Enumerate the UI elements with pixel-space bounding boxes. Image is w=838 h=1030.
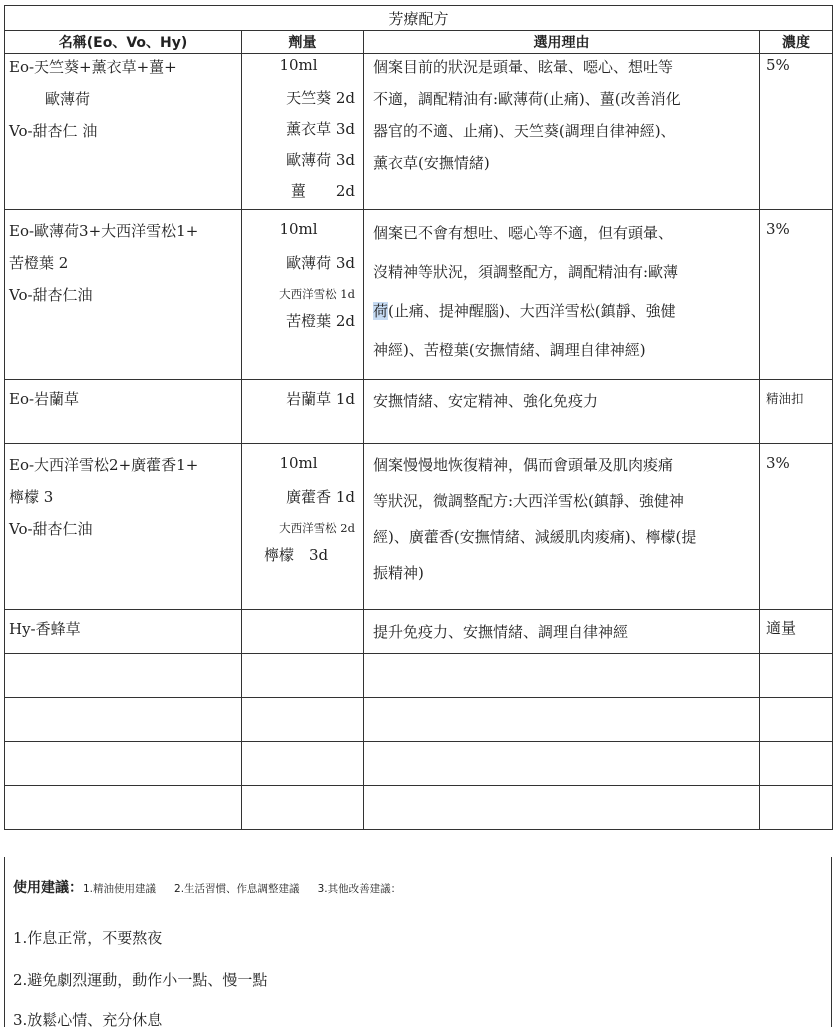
table-row — [5, 610, 833, 654]
dose-line: 大西洋雪松 1d — [279, 287, 355, 301]
reason-line: 等狀況，微調整配方:大西洋雪松(鎮靜、強健神 — [373, 492, 684, 510]
notes-header — [13, 877, 401, 897]
notes-sub-1: 1.精油使用建議 — [83, 883, 157, 895]
highlighted-text[interactable]: 荷 — [373, 302, 389, 320]
reason-line: 提升免疫力、安撫情緒、調理自律神經 — [373, 623, 629, 641]
name-line: 歐薄荷 — [45, 90, 91, 108]
reason-line: 經)、廣藿香(安撫情緒、減緩肌肉痠痛)、檸檬(提 — [373, 528, 697, 546]
dose-line: 歐薄荷 3d — [286, 151, 355, 169]
name-line: Eo-大西洋雪松2+廣藿香1+ — [9, 456, 199, 474]
name-line: Vo-甜杏仁 油 — [9, 122, 98, 140]
reason-line: 個案慢慢地恢復精神，偶而會頭暈及肌肉痠痛 — [373, 456, 674, 474]
dose-line: 10ml — [279, 56, 318, 74]
name-cell — [5, 54, 242, 210]
table-row — [5, 210, 833, 380]
notes-sub-2: 2.生活習慣、作息調整建議 — [174, 883, 300, 895]
reason-line: 薰衣草(安撫情緒) — [373, 154, 490, 172]
name-line: Vo-甜杏仁油 — [9, 286, 93, 304]
dose-line: 天竺葵 2d — [286, 89, 355, 107]
dose-line: 檸檬 3d — [264, 546, 329, 564]
reason-cell — [364, 54, 760, 210]
table-row — [5, 380, 833, 444]
concentration-value: 5% — [766, 56, 790, 74]
blank-row — [5, 786, 833, 830]
concentration-cell — [760, 444, 833, 610]
name-line: 檸檬 3 — [9, 488, 54, 506]
concentration-value: 3% — [766, 454, 790, 472]
blank-row — [5, 742, 833, 786]
header-row — [5, 31, 833, 54]
concentration-value: 適量 — [766, 619, 797, 637]
reason-line: 不適，調配精油有:歐薄荷(止痛)、薑(改善消化 — [373, 90, 681, 108]
reason-cell — [364, 610, 760, 654]
note-item: 2.避免劇烈運動，動作小一點、慢一點 — [13, 971, 268, 989]
reason-line: 個案已不會有想吐、噁心等不適，但有頭暈、 — [373, 224, 674, 242]
formula-table — [4, 5, 833, 830]
name-line: Eo-天竺葵+薰衣草+薑+ — [9, 58, 177, 76]
reason-line: 神經)、苦橙葉(安撫情緒、調理自律神經) — [373, 341, 646, 359]
notes-heading: 使用建議： — [13, 880, 83, 896]
header-reason: 選用理由 — [364, 31, 760, 54]
name-line: 苦橙葉 2 — [9, 254, 69, 272]
name-line: Vo-甜杏仁油 — [9, 520, 93, 538]
dose-line: 岩蘭草 1d — [286, 390, 355, 408]
reason-line: 荷(止痛、提神醒腦)、大西洋雪松(鎮靜、強健 — [373, 302, 676, 320]
reason-line: 振精神) — [373, 564, 424, 582]
dose-line: 薑 2d — [290, 182, 355, 200]
header-dose: 劑量 — [242, 31, 364, 54]
reason-line: 器官的不適、止痛)、天竺葵(調理自律神經)、 — [373, 122, 676, 140]
note-item: 3.放鬆心情、充分休息 — [13, 1011, 163, 1029]
name-cell — [5, 380, 242, 444]
notes-sub-3: 3.其他改善建議： — [317, 883, 402, 895]
note-item: 1.作息正常，不要熬夜 — [13, 929, 163, 947]
dose-cell — [242, 380, 364, 444]
name-cell — [5, 610, 242, 654]
concentration-cell — [760, 54, 833, 210]
concentration-cell — [760, 210, 833, 380]
table-row — [5, 444, 833, 610]
dose-line: 苦橙葉 2d — [286, 312, 355, 330]
dose-cell — [242, 610, 364, 654]
name-cell — [5, 444, 242, 610]
dose-cell — [242, 444, 364, 610]
reason-cell — [364, 210, 760, 380]
blank-row — [5, 698, 833, 742]
name-line: Eo-岩蘭草 — [9, 390, 80, 408]
concentration-cell — [760, 380, 833, 444]
dose-line: 10ml — [279, 220, 318, 238]
name-cell — [5, 210, 242, 380]
dose-line: 10ml — [279, 454, 318, 472]
dose-line: 薰衣草 3d — [286, 120, 355, 138]
header-concentration: 濃度 — [760, 31, 833, 54]
name-line: Eo-歐薄荷3+大西洋雪松1+ — [9, 222, 199, 240]
name-line: Hy-香蜂草 — [9, 620, 81, 638]
dose-line: 歐薄荷 3d — [286, 254, 355, 272]
blank-row — [5, 654, 833, 698]
concentration-cell — [760, 610, 833, 654]
dose-line: 大西洋雪松 2d — [279, 521, 355, 535]
table-row — [5, 54, 833, 210]
dose-cell — [242, 210, 364, 380]
table-title: 芳療配方 — [5, 6, 833, 31]
dose-cell — [242, 54, 364, 210]
reason-line: 沒精神等狀況，須調整配方，調配精油有:歐薄 — [373, 263, 679, 281]
header-name: 名稱(Eo、Vo、Hy) — [5, 31, 242, 54]
reason-line: 個案目前的狀況是頭暈、眩暈、噁心、想吐等 — [373, 58, 674, 76]
concentration-value: 精油扣 — [766, 391, 804, 406]
reason-cell — [364, 380, 760, 444]
usage-notes — [4, 857, 832, 1027]
reason-line: 安撫情緒、安定精神、強化免疫力 — [373, 392, 599, 410]
concentration-value: 3% — [766, 220, 790, 238]
reason-cell — [364, 444, 760, 610]
dose-line: 廣藿香 1d — [286, 488, 355, 506]
